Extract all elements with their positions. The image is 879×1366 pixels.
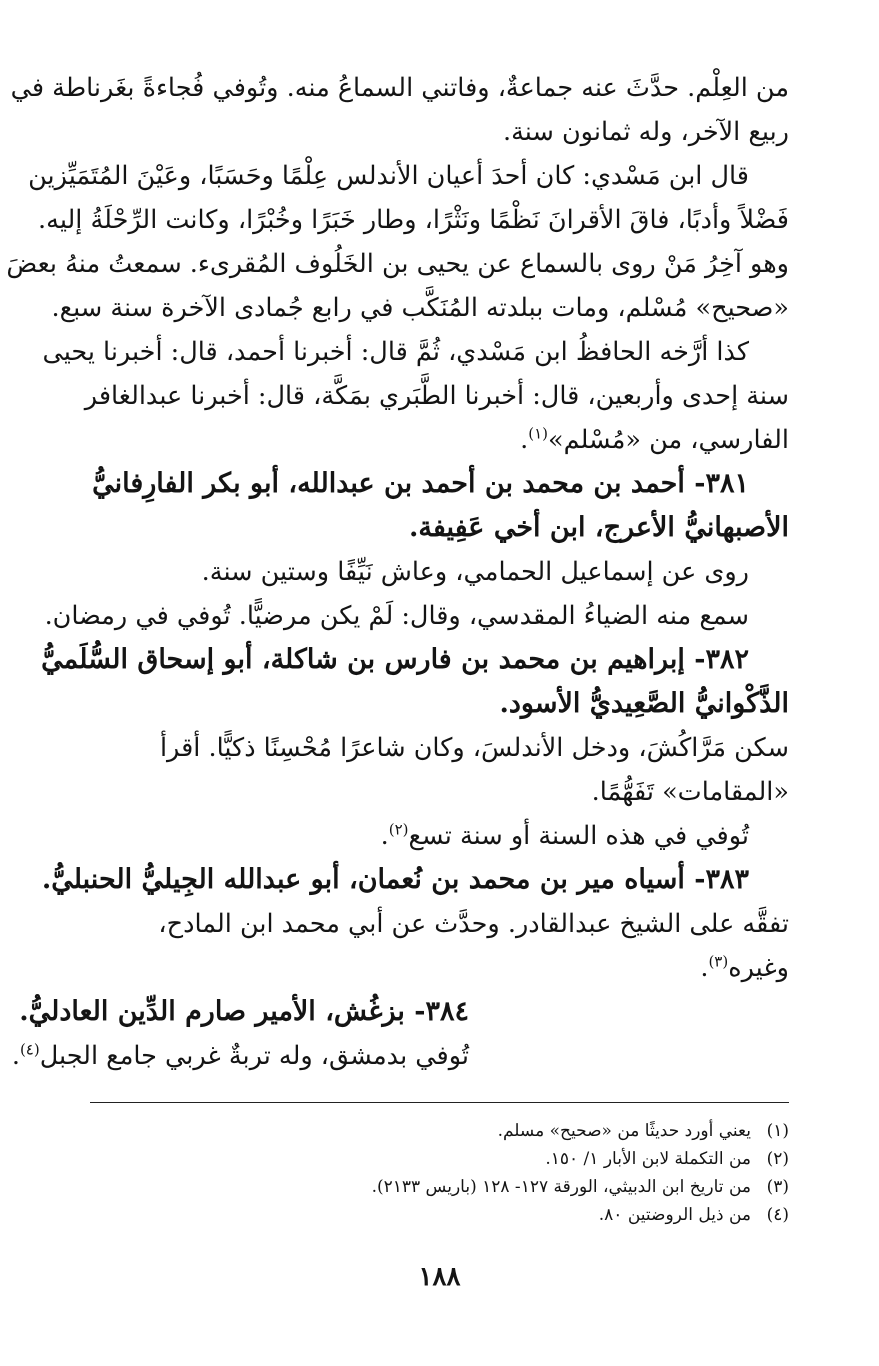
footnote-text: من تاريخ ابن الدبيثي، الورقة ١٢٧- ١٢٨ (باريس ٢١٣٣). <box>371 1177 751 1197</box>
text-line: من العِلْم. حدَّثَ عنه جماعةٌ، وفاتني السماعُ منه. وتُوفي فُجاءةً بغَرناطة في <box>10 73 789 103</box>
entry-heading-381-cont: الأصبهانيُّ الأعرج، ابن أخي عَفِيفة. <box>408 512 789 543</box>
text-line: تُوفي في هذه السنة أو سنة تسع$^{(٢)}$. <box>380 820 749 851</box>
text-line: «صحيح» مُسْلم، ومات ببلدته المُنَكَّب في رابع جُمادى الآخرة سنة سبع. <box>51 293 789 323</box>
footnote-ref: (٢) <box>388 820 409 839</box>
text-line: الفارسي، من «مُسْلم»$^{(١)}$. <box>520 424 789 455</box>
entry-heading-381: ٣٨١- أحمد بن محمد بن أحمد بن عبدالله، أبو بكر الفارِفانيُّ <box>92 468 749 499</box>
footnote <box>90 1201 789 1229</box>
text-line: ربيع الآخر، وله ثمانون سنة. <box>503 117 789 147</box>
footnote-ref: (٤) <box>19 1040 40 1059</box>
main-text <box>6 66 789 1078</box>
entry-heading-384: ٣٨٤- بزغُش، الأمير صارم الدِّين العادليُّ. <box>19 996 469 1027</box>
footnote-text: يعني أورد حديثًا من «صحيح» مسلم. <box>497 1121 751 1141</box>
text-line-content: الفارسي، من «مُسْلم» <box>548 425 789 455</box>
footnote <box>90 1145 789 1173</box>
text-line: سنة إحدى وأربعين، قال: أخبرنا الطَّبَري بمَكَّة، قال: أخبرنا عبدالغافر <box>84 381 789 411</box>
footnote-number: (٢) <box>766 1149 789 1169</box>
text-line: روى عن إسماعيل الحمامي، وعاش نَيِّفًا وستين سنة. <box>201 557 749 587</box>
text-line: فَضْلاً وأدبًا، فاقَ الأقرانَ نَظْمًا ونَثْرًا، وطار خَبَرًا وخُبْرًا، وكانت الرِّحْلَةُ إليه. <box>38 205 789 235</box>
footnote <box>90 1117 789 1145</box>
entry-heading-383: ٣٨٣- أسياه مير بن محمد بن نُعمان، أبو عبدالله الجِيليُّ الحنبليُّ. <box>41 864 749 895</box>
footnote-ref: (٣) <box>708 952 729 971</box>
entry-heading-382: ٣٨٢- إبراهيم بن محمد بن فارس بن شاكلة، أبو إسحاق السُّلَميُّ <box>41 644 749 675</box>
text-line-content: تُوفي بدمشق، وله تربةٌ غربي جامع الجبل <box>39 1041 469 1071</box>
footnote <box>90 1173 789 1201</box>
entry-heading-382-cont: الذَّكْوانيُّ الصَّعِيديُّ الأسود. <box>499 688 789 719</box>
text-line-content: تُوفي في هذه السنة أو سنة تسع <box>408 821 749 851</box>
footnotes <box>90 1102 789 1229</box>
text-line-content: وغيره <box>728 953 789 983</box>
text-line: سكن مَرَّاكُشَ، ودخل الأندلسَ، وكان شاعرًا مُحْسِنًا ذكيًّا. أقرأ <box>159 733 789 763</box>
text-line: تفقَّه على الشيخ عبدالقادر. وحدَّث عن أبي محمد ابن المادح، <box>158 909 789 939</box>
footnote-number: (١) <box>766 1121 789 1141</box>
page-number: ١٨٨ <box>418 1262 461 1292</box>
text-line: قال ابن مَسْدي: كان أحدَ أعيان الأندلس عِلْمًا وحَسَبًا، وعَيْنَ المُتَمَيِّزين <box>28 161 749 191</box>
footnote-text: من ذيل الروضتين ٨٠. <box>598 1205 751 1225</box>
footnote-number: (٣) <box>766 1177 789 1197</box>
footnote-text: من التكملة لابن الأبار ١/ ١٥٠. <box>545 1149 751 1169</box>
text-line: وهو آخِرُ مَنْ روى بالسماع عن يحيى بن الخَلُوف المُقرىء. سمعتُ منهُ بعضَ <box>6 249 789 279</box>
text-line: تُوفي بدمشق، وله تربةٌ غربي جامع الجبل$^{(٤)}$. <box>11 1040 469 1071</box>
text-line: «المقامات» تَفَهُّمًا. <box>591 777 789 807</box>
text-line: كذا أرَّخه الحافظُ ابن مَسْدي، ثُمَّ قال: أخبرنا أحمد، قال: أخبرنا يحيى <box>42 337 749 367</box>
text-line: وغيره$^{(٣)}$. <box>700 952 789 983</box>
footnote-number: (٤) <box>766 1205 789 1225</box>
text-line: سمع منه الضياءُ المقدسي، وقال: لَمْ يكن مرضيًّا. تُوفي في رمضان. <box>44 601 749 631</box>
footnote-ref: (١) <box>528 424 548 443</box>
